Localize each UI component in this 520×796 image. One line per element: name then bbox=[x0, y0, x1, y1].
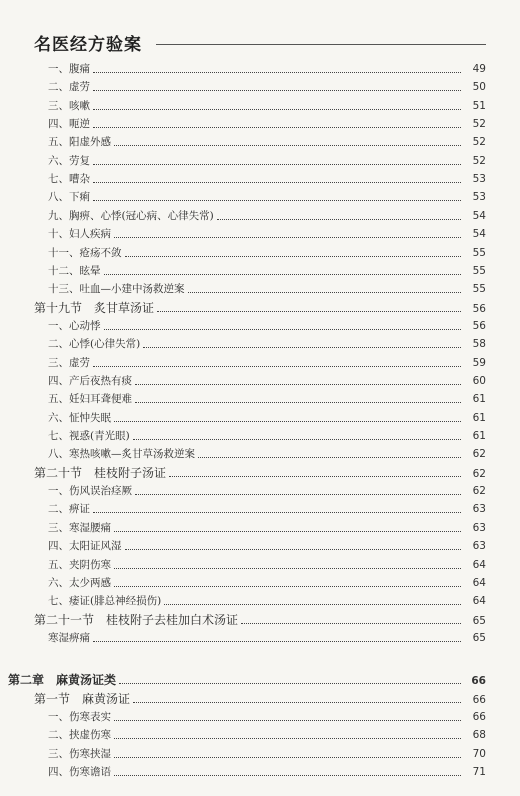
toc-entry bbox=[48, 317, 486, 335]
toc-entry bbox=[48, 409, 486, 427]
dot-leader bbox=[217, 218, 461, 220]
dot-leader bbox=[164, 603, 461, 605]
toc-entry-label: 十三、吐血—小建中汤救逆案 bbox=[48, 283, 185, 296]
dot-leader bbox=[135, 401, 461, 403]
toc-entry bbox=[48, 97, 486, 115]
toc-entry bbox=[48, 188, 486, 206]
toc-entry-page: 53 bbox=[472, 173, 486, 186]
toc-entry bbox=[48, 537, 486, 555]
toc-entry-page: 68 bbox=[472, 729, 486, 742]
toc-entry-label: 五、妊妇耳聋便难 bbox=[48, 393, 132, 406]
toc-entry-page: 62 bbox=[472, 485, 486, 498]
dot-leader bbox=[135, 493, 461, 495]
toc-entry-page: 54 bbox=[472, 228, 486, 241]
toc-entry-page: 59 bbox=[472, 356, 486, 369]
toc-entry bbox=[48, 445, 486, 463]
toc-entry-label: 寒湿痹痛 bbox=[48, 631, 90, 644]
dot-leader bbox=[114, 567, 461, 569]
toc-entry-label: 十、妇人疾病 bbox=[48, 228, 111, 241]
toc-entry bbox=[48, 745, 486, 763]
dot-leader bbox=[93, 108, 461, 110]
toc-entry-label: 八、下痢 bbox=[48, 191, 90, 204]
toc-entry bbox=[34, 611, 486, 629]
toc-entry bbox=[48, 152, 486, 170]
toc-entry-page: 62 bbox=[472, 448, 486, 461]
toc-entry-label: 七、痿证(腓总神经损伤) bbox=[48, 595, 162, 608]
dot-leader bbox=[104, 328, 462, 330]
toc-entry bbox=[48, 133, 486, 151]
toc-entry bbox=[48, 427, 486, 445]
dot-leader bbox=[114, 774, 461, 776]
dot-leader bbox=[125, 548, 462, 550]
toc-entry-label: 五、夹阴伤寒 bbox=[48, 558, 111, 571]
toc-entry-page: 55 bbox=[472, 283, 486, 296]
toc-entry-page: 55 bbox=[472, 246, 486, 259]
toc-entry-page: 64 bbox=[472, 595, 486, 608]
toc-entry-label: 二、虚劳 bbox=[48, 81, 90, 94]
toc-entry bbox=[48, 244, 486, 262]
dot-leader bbox=[143, 346, 461, 348]
toc-entry bbox=[34, 464, 486, 482]
dot-leader bbox=[93, 163, 461, 165]
dot-leader bbox=[133, 701, 461, 703]
toc-entry-label: 十二、眩晕 bbox=[48, 264, 101, 277]
toc-entry-page: 61 bbox=[472, 430, 486, 442]
dot-leader bbox=[93, 511, 461, 513]
toc-entry-label: 三、寒湿腰痛 bbox=[48, 521, 111, 534]
dot-leader bbox=[169, 475, 461, 477]
toc-entry-label: 三、伤寒挟湿 bbox=[48, 747, 111, 760]
toc-entry-page: 61 bbox=[472, 411, 486, 424]
toc-entry bbox=[48, 726, 486, 744]
toc-entry-label: 第二十一节 桂枝附子去桂加白术汤证 bbox=[34, 612, 239, 627]
toc-entry bbox=[48, 115, 486, 133]
toc-entry-page: 71 bbox=[472, 766, 486, 778]
dot-leader bbox=[114, 530, 461, 532]
toc-entry-label: 三、虚劳 bbox=[48, 356, 90, 369]
dot-leader bbox=[157, 310, 461, 312]
toc-entry bbox=[8, 671, 486, 689]
toc-entry bbox=[48, 207, 486, 225]
toc-entry-page: 49 bbox=[472, 63, 486, 75]
dot-leader bbox=[133, 438, 461, 440]
toc-entry bbox=[48, 372, 486, 390]
toc-entry bbox=[34, 690, 486, 708]
toc-entry bbox=[48, 519, 486, 537]
dot-leader bbox=[104, 273, 462, 275]
toc-entry bbox=[48, 60, 486, 78]
dot-leader bbox=[125, 255, 462, 257]
toc-entry-label: 六、怔忡失眠 bbox=[48, 411, 111, 424]
toc-entry-label: 二、挟虚伤寒 bbox=[48, 729, 111, 742]
toc-entry-label: 一、伤寒表实 bbox=[48, 710, 111, 723]
running-header bbox=[34, 30, 486, 55]
toc-entry-page: 55 bbox=[472, 264, 486, 277]
toc-entry-page: 64 bbox=[472, 558, 486, 571]
toc-entry-label: 十一、疮疡不敛 bbox=[48, 246, 122, 259]
toc-entry-page: 70 bbox=[472, 747, 486, 760]
dot-leader bbox=[93, 126, 461, 128]
toc-entry bbox=[48, 354, 486, 372]
toc-entry bbox=[48, 390, 486, 408]
toc-entry-page: 53 bbox=[472, 191, 486, 204]
toc-entry-label: 一、腹痛 bbox=[48, 63, 90, 75]
toc-entry-page: 64 bbox=[472, 576, 486, 589]
toc-entry-label: 四、太阳证风湿 bbox=[48, 540, 122, 553]
toc-entry bbox=[48, 556, 486, 574]
toc-entry bbox=[48, 170, 486, 188]
toc-entry bbox=[48, 574, 486, 592]
toc-entry-page: 52 bbox=[472, 154, 486, 167]
toc-entry-page: 60 bbox=[472, 375, 486, 387]
dot-leader bbox=[135, 383, 461, 385]
dot-leader bbox=[93, 89, 461, 91]
toc-entry bbox=[48, 335, 486, 353]
toc-entry-label: 六、劳复 bbox=[48, 154, 90, 167]
toc-entry-page: 65 bbox=[472, 614, 486, 627]
dot-leader bbox=[114, 144, 461, 146]
toc-entry bbox=[48, 78, 486, 96]
toc-entry bbox=[34, 299, 486, 317]
toc-entry-label: 五、阳虚外感 bbox=[48, 136, 111, 149]
dot-leader bbox=[114, 719, 461, 721]
header-title: 名医经方验案 bbox=[34, 35, 142, 55]
toc-entry-label: 第二十节 桂枝附子汤证 bbox=[34, 465, 167, 480]
dot-leader bbox=[93, 181, 461, 183]
toc-entry bbox=[48, 482, 486, 500]
toc-entry bbox=[48, 592, 486, 610]
dot-leader bbox=[119, 682, 461, 684]
toc-entry bbox=[48, 262, 486, 280]
dot-leader bbox=[93, 640, 461, 642]
header-rule bbox=[156, 44, 486, 45]
toc-entry-page: 56 bbox=[472, 302, 486, 315]
toc-entry-page: 63 bbox=[472, 503, 486, 516]
toc-entry-page: 66 bbox=[471, 675, 486, 688]
toc-entry-label: 一、心动悸 bbox=[48, 319, 101, 332]
toc-entry bbox=[48, 280, 486, 298]
toc-entry-label: 八、寒热咳嗽—炙甘草汤救逆案 bbox=[48, 448, 195, 461]
toc-entry-label: 七、视惑(青光眼) bbox=[48, 430, 130, 442]
toc-entry bbox=[48, 708, 486, 726]
dot-leader bbox=[114, 236, 461, 238]
toc-entry-label: 三、咳嗽 bbox=[48, 99, 90, 112]
toc-entry-label: 四、伤寒谵语 bbox=[48, 766, 111, 778]
toc-entry-page: 54 bbox=[472, 209, 486, 222]
toc-entry bbox=[48, 763, 486, 781]
toc-entry-page: 62 bbox=[472, 467, 486, 480]
dot-leader bbox=[188, 291, 462, 293]
toc-entry-page: 51 bbox=[472, 99, 486, 112]
dot-leader bbox=[93, 365, 461, 367]
toc-entry-label: 六、太少两感 bbox=[48, 576, 111, 589]
dot-leader bbox=[114, 420, 461, 422]
toc-entry-label: 四、产后夜热有痰 bbox=[48, 375, 132, 387]
toc-entry bbox=[48, 629, 486, 647]
toc-entry-page: 65 bbox=[472, 631, 486, 644]
toc-entry-page: 63 bbox=[472, 540, 486, 553]
toc-entry-label: 四、呃逆 bbox=[48, 118, 90, 130]
toc-entry-page: 61 bbox=[472, 393, 486, 406]
toc-entry-page: 66 bbox=[472, 693, 486, 706]
toc-entry-page: 66 bbox=[472, 710, 486, 723]
toc-entry-page: 58 bbox=[472, 338, 486, 351]
toc-entry-page: 52 bbox=[472, 136, 486, 149]
dot-leader bbox=[93, 71, 461, 73]
toc-entry-page: 50 bbox=[472, 81, 486, 94]
dot-leader bbox=[198, 456, 461, 458]
toc-entry-label: 二、痹证 bbox=[48, 503, 90, 516]
toc-entry bbox=[48, 225, 486, 243]
toc-entry-page: 63 bbox=[472, 521, 486, 534]
toc-entry-label: 二、心悸(心律失常) bbox=[48, 338, 141, 351]
toc-entry-page: 52 bbox=[472, 118, 486, 130]
dot-leader bbox=[114, 737, 461, 739]
dot-leader bbox=[114, 756, 461, 758]
dot-leader bbox=[93, 199, 461, 201]
toc-entry bbox=[48, 500, 486, 518]
toc-entry-label: 七、嘈杂 bbox=[48, 173, 90, 186]
toc-entry-label: 一、伤风误治痉厥 bbox=[48, 485, 132, 498]
toc-entry-label: 第二章 麻黄汤证类 bbox=[8, 673, 117, 688]
dot-leader bbox=[241, 622, 461, 624]
toc-entry-label: 九、胸痹、心悸(冠心病、心律失常) bbox=[48, 209, 214, 222]
toc-entry-label: 第十九节 炙甘草汤证 bbox=[34, 300, 155, 315]
toc-entry-page: 56 bbox=[472, 319, 486, 332]
toc-entry-label: 第一节 麻黄汤证 bbox=[34, 691, 131, 706]
dot-leader bbox=[114, 585, 461, 587]
